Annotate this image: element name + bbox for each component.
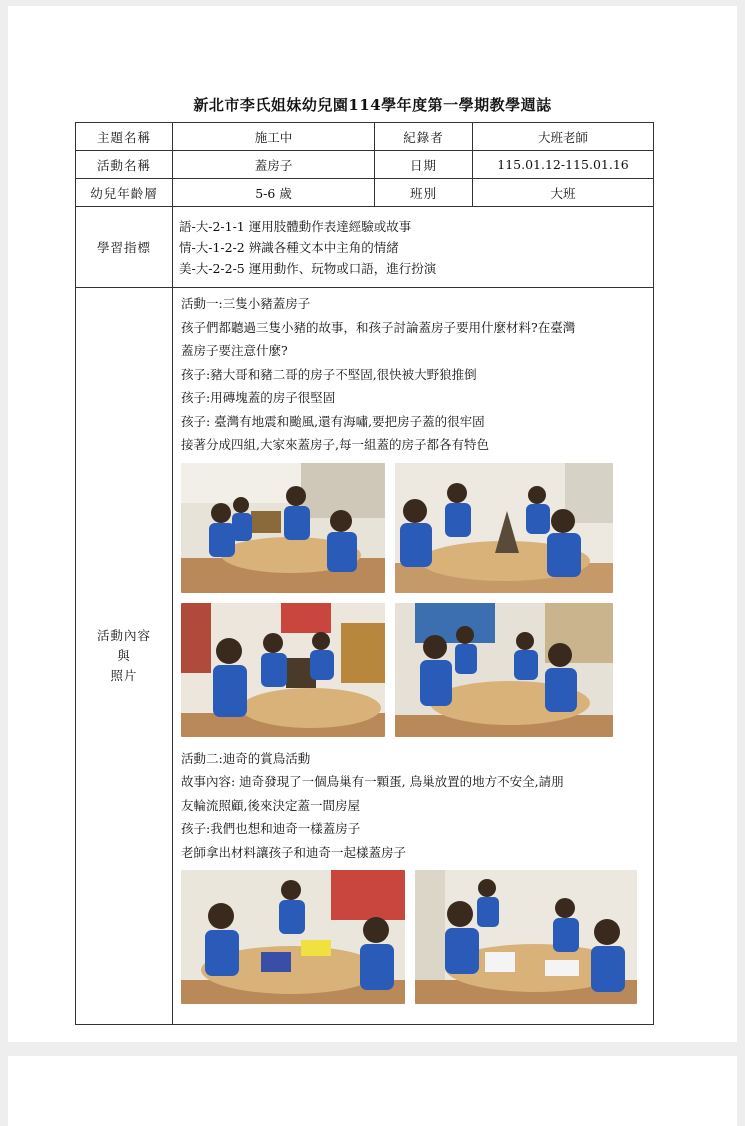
indicator-item: 美-大-2-2-5 運用動作、玩物或口語，進行扮演 <box>179 260 437 276</box>
classroom-photo <box>415 870 637 1004</box>
activity1-line: 蓋房子要注意什麼? <box>181 343 288 358</box>
photo-row-1 <box>181 463 647 593</box>
content-label-line: 活動內容 <box>96 628 151 643</box>
classroom-photo <box>395 603 613 737</box>
theme-label: 主題名稱 <box>76 123 173 151</box>
recorder-value: 大班老師 <box>473 123 654 151</box>
class-label: 班別 <box>375 179 473 207</box>
classroom-photo <box>181 870 405 1004</box>
next-page-edge <box>8 1056 737 1126</box>
activity1-line: 孩子:用磚塊蓋的房子很堅固 <box>181 390 336 405</box>
document-title: 新北市李氏姐妹幼兒園114學年度第一學期教學週誌 <box>193 96 552 114</box>
activity-content-cell <box>173 288 654 1025</box>
content-label-line: 照片 <box>110 668 138 683</box>
activity2-line: 故事內容: 迪奇發現了一個鳥巢有一顆蛋, 鳥巢放置的地方不安全,請朋 <box>181 774 564 789</box>
photo-row-3 <box>181 870 647 1004</box>
classroom-photo <box>181 603 385 737</box>
activity2-line: 友輪流照顧,後來決定蓋一間房屋 <box>181 797 360 813</box>
activity1-line: 孩子: 臺灣有地震和颱風,還有海嘯,要把房子蓋的很牢固 <box>181 413 485 429</box>
classroom-photo <box>181 463 385 593</box>
content-label-line: 與 <box>117 648 131 663</box>
activity2-line: 老師拿出材料讓孩子和迪奇一起樣蓋房子 <box>181 844 407 860</box>
activity1-heading: 活動一:三隻小豬蓋房子 <box>181 296 311 311</box>
activity-value: 蓋房子 <box>173 151 375 179</box>
activity1-line: 孩子們都聽過三隻小豬的故事，和孩子討論蓋房子要用什麼材料?在臺灣 <box>181 319 576 335</box>
teaching-log-table <box>75 122 654 1025</box>
recorder-label: 紀錄者 <box>375 123 473 151</box>
date-value: 115.01.12-115.01.16 <box>473 151 654 179</box>
indicator-list <box>173 207 654 288</box>
indicator-item: 情-大-1-2-2 辨識各種文本中主角的情緒 <box>179 239 399 255</box>
class-value: 大班 <box>473 179 654 207</box>
activity1-line: 孩子:豬大哥和豬二哥的房子不堅固,很快被大野狼推倒 <box>181 366 477 382</box>
indicator-label: 學習指標 <box>76 207 173 288</box>
classroom-photo <box>395 463 613 593</box>
date-label: 日期 <box>375 151 473 179</box>
theme-value: 施工中 <box>173 123 375 151</box>
indicator-item: 語-大-2-1-1 運用肢體動作表達經驗或故事 <box>179 218 412 234</box>
photo-row-2 <box>181 603 647 737</box>
activity1-line: 接著分成四組,大家來蓋房子,每一組蓋的房子都各有特色 <box>181 437 489 452</box>
age-label: 幼兒年齡層 <box>76 179 173 207</box>
activity2-heading: 活動二:迪奇的賞鳥活動 <box>181 750 311 766</box>
age-value: 5-6 歲 <box>173 179 375 207</box>
content-label-cell <box>76 288 173 1025</box>
activity2-line: 孩子:我們也想和迪奇一樣蓋房子 <box>181 821 361 836</box>
document-page <box>8 6 737 1042</box>
activity-label: 活動名稱 <box>76 151 173 179</box>
